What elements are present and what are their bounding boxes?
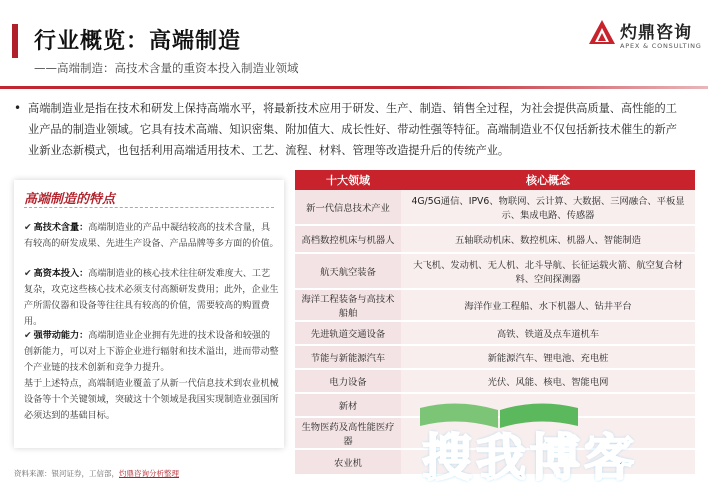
concept-cell: 高铁、铁道及点车道机车 <box>401 322 695 344</box>
intro-bullet: • <box>14 101 22 115</box>
feature-label: 高技术含量： <box>33 223 89 233</box>
concept-cell: 4G/5G通信、IPV6、物联网、云计算、大数据、三网融合、平板显示、集成电路、传感器 <box>401 190 695 224</box>
field-cell: 航天航空装备 <box>295 254 401 288</box>
field-cell: 海洋工程装备与高技术船舶 <box>295 290 401 320</box>
feature-item <box>24 328 279 376</box>
column-header-field: 十大领域 <box>326 174 370 187</box>
concept-cell: 大飞机、发动机、无人机、北斗导航、长征运载火箭、航空复合材料、空间探测器 <box>401 254 695 288</box>
feature-text: 高端制造业的产品中凝结较高的技术含量，具有较高的研发成果、先进生产设备、产品品牌等多方面的价值。 <box>24 223 279 249</box>
source-note <box>14 468 179 479</box>
company-logo <box>588 16 703 56</box>
intro-paragraph: 高端制造业是指在技术和研发上保持高端水平，将最新技术应用于研发、生产、制造、销售全过程，为社会提供高质量、高性能的工业产品的制造业领域。它具有技术高端、知识密集、附加值大、成长性好、带动性强等特征。高端制造业不仅包括新技术催生的新产业新业态新模式，也包括利用高端适用技术、工艺、流程、材料、管理等改造提升后的传统产业。 <box>28 102 677 157</box>
column-header-concept: 核心概念 <box>526 174 570 187</box>
features-summary: 基于上述特点，高端制造业覆盖了从新一代信息技术到农业机械设备等十个关键领域，突破这十个领域是我国实现制造业强国所必须达到的基础目标。 <box>24 379 279 421</box>
source-prefix: 资料来源：银河证券，工信部， <box>14 469 119 478</box>
header-divider <box>0 86 708 89</box>
feature-text: 高端制造业企业拥有先进的技术设备和较强的创新能力，可以对上下游企业进行辐射和技术溢出，进而带动整个产业链的技术创新和竞争力提升。 <box>24 331 279 373</box>
feature-item <box>24 220 279 252</box>
page-subtitle: ——高端制造：高技术含量的重资本投入制造业领域 <box>34 61 299 75</box>
table-header <box>295 170 695 190</box>
feature-label: 强带动能力： <box>33 331 89 341</box>
table-row <box>295 346 695 370</box>
check-icon: ✔ <box>24 331 32 341</box>
table-row <box>295 322 695 346</box>
source-link[interactable]: 灼鼎咨询分析整理 <box>119 469 179 478</box>
field-cell: 农业机 <box>295 450 401 474</box>
features-title: 高端制造的特点 <box>24 192 116 207</box>
watermark-text: 搜我博客 <box>422 429 638 487</box>
logo-triangle-icon <box>588 18 616 46</box>
title-accent-bar <box>12 24 18 58</box>
field-cell: 高档数控机床与机器人 <box>295 226 401 252</box>
table-row <box>295 370 695 394</box>
field-cell: 先进轨道交通设备 <box>295 322 401 344</box>
logo-english-name: APEX & CONSULTING <box>620 42 702 50</box>
concept-cell: 海洋作业工程船、水下机器人、钻井平台 <box>401 290 695 320</box>
field-cell: 电力设备 <box>295 370 401 392</box>
page-title: 行业概览：高端制造 <box>34 29 242 54</box>
concept-cell: 五轴联动机床、数控机床、机器人、智能制造 <box>401 226 695 252</box>
concept-cell: 新能源汽车、锂电池、充电桩 <box>401 346 695 368</box>
check-icon: ✔ <box>24 269 32 279</box>
features-panel <box>14 180 284 448</box>
table-row <box>295 254 695 290</box>
table-row <box>295 290 695 322</box>
feature-text: 高端制造业的核心技术往往研发难度大、工艺复杂，攻克这些核心技术必须支付高额研发费用；此外，企业生产所需仪器和设备等往往具有较高的价值，需要较高的购置费用。 <box>24 269 279 327</box>
field-cell: 生物医药及高性能医疗器 <box>295 418 401 448</box>
logo-name: 灼鼎咨询 <box>620 23 692 43</box>
table-row <box>295 190 695 226</box>
concept-cell: 光伏、风能、核电、智能电网 <box>401 370 695 392</box>
feature-item <box>24 266 279 330</box>
watermark-overlay <box>408 398 708 500</box>
table-row <box>295 226 695 254</box>
field-cell: 新一代信息技术产业 <box>295 190 401 224</box>
check-icon: ✔ <box>24 223 32 233</box>
field-cell: 节能与新能源汽车 <box>295 346 401 368</box>
features-title-rule <box>24 207 274 208</box>
feature-label: 高资本投入： <box>33 269 89 279</box>
field-cell: 新材 <box>295 394 401 416</box>
